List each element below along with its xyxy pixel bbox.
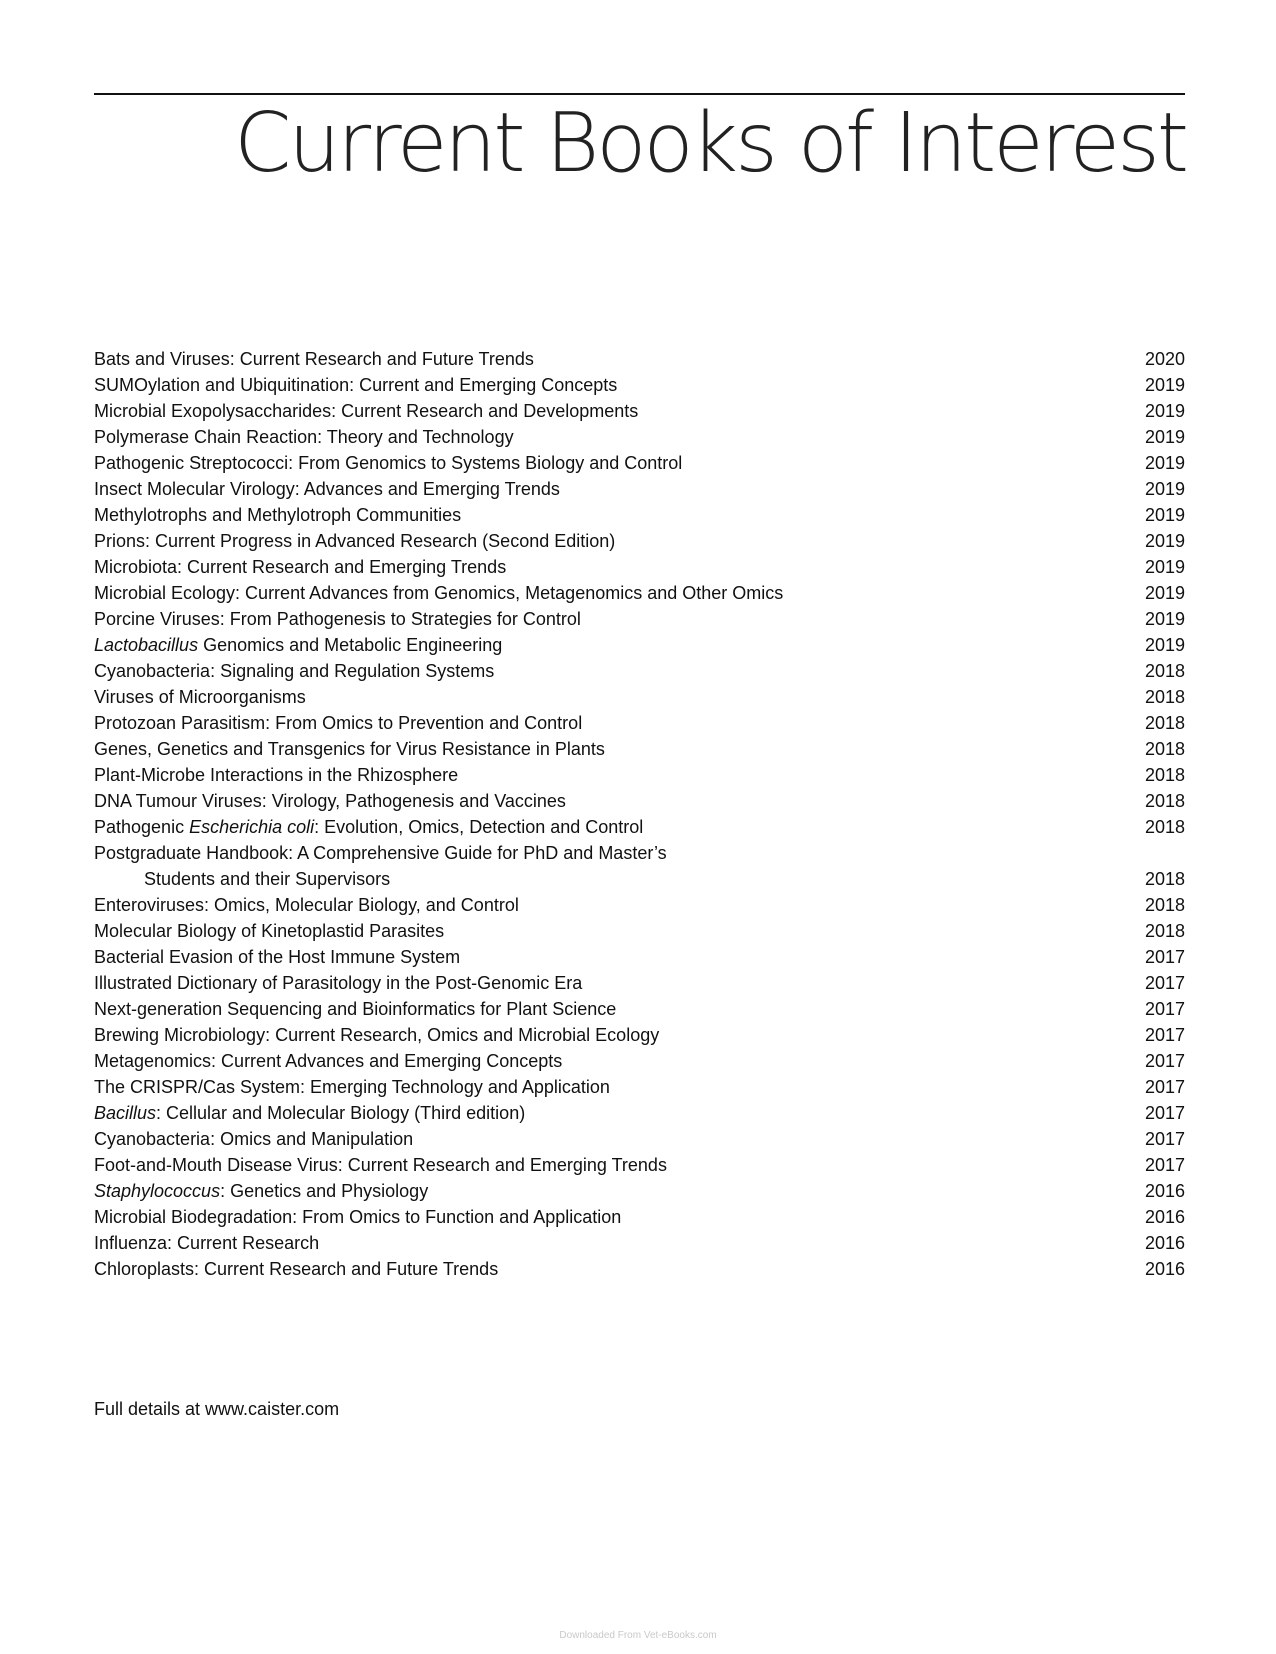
book-row <box>94 502 1185 528</box>
book-year: 2017 <box>1144 973 1185 993</box>
book-title <box>94 632 502 658</box>
book-row <box>94 476 1185 502</box>
book-title-line <box>94 1103 525 1123</box>
book-title-segment: Illustrated Dictionary of Parasitology in the Post-Genomic Era <box>94 973 583 993</box>
book-title <box>94 580 783 606</box>
book-title-line <box>94 1129 413 1149</box>
book-row <box>94 996 1185 1022</box>
book-row <box>94 710 1185 736</box>
book-year: 2017 <box>1144 1025 1185 1045</box>
book-year: 2018 <box>1144 817 1185 837</box>
book-row <box>94 554 1185 580</box>
book-year: 2019 <box>1144 401 1185 421</box>
book-title-segment: Cyanobacteria: Omics and Manipulation <box>94 1129 414 1149</box>
book-title-line <box>94 583 783 603</box>
book-title-segment: Microbiota: Current Research and Emerging Trends <box>94 557 507 577</box>
book-title-line <box>94 817 643 837</box>
book-title-segment: Postgraduate Handbook: A Comprehensive Guide for PhD and Master’s <box>94 843 667 863</box>
book-row <box>94 970 1185 996</box>
book-title-segment: Microbial Exopolysaccharides: Current Research and Developments <box>94 401 639 421</box>
book-year: 2019 <box>1144 557 1185 577</box>
book-title <box>94 398 638 424</box>
book-row <box>94 736 1185 762</box>
book-title-segment: Genes, Genetics and Transgenics for Virus Resistance in Plants <box>94 739 605 759</box>
book-title-italic-segment: Escherichia coli <box>189 817 315 837</box>
book-year: 2016 <box>1144 1233 1185 1253</box>
book-year: 2019 <box>1144 583 1185 603</box>
book-title-line <box>94 349 534 369</box>
book-year: 2018 <box>1144 713 1185 733</box>
book-row <box>94 450 1185 476</box>
watermark-text: Downloaded From Vet-eBooks.com <box>559 1630 717 1641</box>
book-title <box>94 762 458 788</box>
book-title-segment: Bats and Viruses: Current Research and Future Trends <box>94 349 534 369</box>
book-title <box>94 970 582 996</box>
book-year: 2017 <box>1144 1103 1185 1123</box>
book-title-segment: SUMOylation and Ubiquitination: Current and Emerging Concepts <box>94 375 618 395</box>
book-title-segment: Prions: Current Progress in Advanced Research (Second Edition) <box>94 531 616 551</box>
book-year: 2018 <box>1144 739 1185 759</box>
book-row <box>94 346 1185 372</box>
book-row <box>94 944 1185 970</box>
book-title-line <box>94 375 617 395</box>
book-title-italic-segment: Lactobacillus <box>94 635 199 655</box>
book-title <box>94 840 667 892</box>
book-title-continuation: Students and their Supervisors <box>144 869 391 889</box>
book-title-line <box>94 791 566 811</box>
book-row <box>94 918 1185 944</box>
book-title-line <box>94 947 460 967</box>
book-list <box>94 346 1185 1282</box>
book-title-segment: Plant-Microbe Interactions in the Rhizosphere <box>94 765 459 785</box>
book-title <box>94 658 494 684</box>
book-title-segment: Influenza: Current Research <box>94 1233 320 1253</box>
book-year: 2019 <box>1144 479 1185 499</box>
book-row <box>94 788 1185 814</box>
book-title-line <box>94 843 667 863</box>
book-row <box>94 1022 1185 1048</box>
book-row <box>94 632 1185 658</box>
book-title-segment: Pathogenic <box>94 817 190 837</box>
book-year: 2018 <box>1144 791 1185 811</box>
book-year: 2017 <box>1144 1051 1185 1071</box>
book-row <box>94 840 1185 892</box>
book-title-line <box>94 531 615 551</box>
book-title <box>94 476 560 502</box>
book-year: 2018 <box>1144 895 1185 915</box>
book-row <box>94 814 1185 840</box>
book-row <box>94 684 1185 710</box>
book-title-segment: Genomics and Metabolic Engineering <box>198 635 503 655</box>
book-year: 2019 <box>1144 609 1185 629</box>
book-title <box>94 528 615 554</box>
book-year: 2016 <box>1144 1259 1185 1279</box>
book-title <box>94 372 617 398</box>
book-row <box>94 1204 1185 1230</box>
book-title-line <box>94 895 519 915</box>
book-row <box>94 424 1185 450</box>
book-title-segment: Next-generation Sequencing and Bioinformatics for Plant Science <box>94 999 617 1019</box>
book-title-line <box>94 765 458 785</box>
book-title <box>94 814 643 840</box>
book-year: 2018 <box>1144 869 1185 889</box>
book-title-segment: Microbial Biodegradation: From Omics to Function and Application <box>94 1207 622 1227</box>
book-year: 2017 <box>1144 947 1185 967</box>
book-title <box>94 1126 413 1152</box>
book-title-line <box>94 1025 659 1045</box>
book-title <box>94 1256 498 1282</box>
book-title-line <box>94 1181 428 1201</box>
footer-note: Full details at www.caister.com <box>94 1399 340 1419</box>
book-title <box>94 1048 562 1074</box>
book-row <box>94 1100 1185 1126</box>
book-title-line <box>94 1155 667 1175</box>
book-title-italic-segment: Staphylococcus <box>94 1181 221 1201</box>
book-year: 2017 <box>1144 1077 1185 1097</box>
page-title: Current Books of Interest <box>234 96 1186 191</box>
book-title-segment: Metagenomics: Current Advances and Emerging Concepts <box>94 1051 563 1071</box>
book-year: 2020 <box>1144 349 1185 369</box>
book-year: 2019 <box>1144 453 1185 473</box>
book-title-line <box>94 453 682 473</box>
book-year: 2017 <box>1144 1129 1185 1149</box>
book-row <box>94 658 1185 684</box>
book-title-line <box>94 427 514 447</box>
book-row <box>94 398 1185 424</box>
book-title <box>94 996 616 1022</box>
book-row <box>94 1126 1185 1152</box>
book-year: 2019 <box>1144 375 1185 395</box>
book-title <box>94 606 581 632</box>
book-title-line <box>94 557 506 577</box>
book-title-segment: Cyanobacteria: Signaling and Regulation Systems <box>94 661 495 681</box>
book-year: 2017 <box>1144 1155 1185 1175</box>
book-title-line <box>94 713 582 733</box>
book-title-segment: Methylotrophs and Methylotroph Communities <box>94 505 462 525</box>
book-title-segment: Brewing Microbiology: Current Research, Omics and Microbial Ecology <box>94 1025 660 1045</box>
book-title <box>94 1074 610 1100</box>
book-title <box>94 944 460 970</box>
book-title-line <box>94 739 605 759</box>
book-title-segment: Pathogenic Streptococci: From Genomics to Systems Biology and Control <box>94 453 683 473</box>
book-title <box>94 788 566 814</box>
book-row <box>94 1178 1185 1204</box>
book-title <box>94 502 461 528</box>
book-row <box>94 1074 1185 1100</box>
book-row <box>94 1230 1185 1256</box>
book-title-line <box>94 479 560 499</box>
book-title-segment: The CRISPR/Cas System: Emerging Technology and Application <box>94 1077 610 1097</box>
book-title-line <box>94 661 494 681</box>
book-title-segment: Porcine Viruses: From Pathogenesis to Strategies for Control <box>94 609 581 629</box>
book-title <box>94 1100 525 1126</box>
book-row <box>94 1048 1185 1074</box>
book-row <box>94 606 1185 632</box>
book-title-line <box>94 609 581 629</box>
book-title-segment: : Evolution, Omics, Detection and Control <box>314 817 644 837</box>
book-title-line <box>94 921 444 941</box>
book-title-segment: Polymerase Chain Reaction: Theory and Technology <box>94 427 514 447</box>
book-title-segment: : Cellular and Molecular Biology (Third edition) <box>156 1103 526 1123</box>
book-title <box>94 918 444 944</box>
book-title-line <box>94 999 616 1019</box>
book-title <box>94 1022 659 1048</box>
book-title-line <box>94 401 638 421</box>
book-title-segment: Bacterial Evasion of the Host Immune System <box>94 947 461 967</box>
book-title-segment: Viruses of Microorganisms <box>94 687 306 707</box>
book-title-line <box>94 1259 498 1279</box>
book-title-line <box>94 1077 610 1097</box>
book-year: 2016 <box>1144 1207 1185 1227</box>
book-title-line <box>94 1207 621 1227</box>
book-title <box>94 346 534 372</box>
book-year: 2017 <box>1144 999 1185 1019</box>
book-title <box>94 1204 621 1230</box>
book-title-line <box>94 1233 319 1253</box>
book-year: 2019 <box>1144 505 1185 525</box>
book-title-line <box>94 1051 562 1071</box>
book-title <box>94 684 306 710</box>
book-title <box>94 1152 667 1178</box>
book-year: 2019 <box>1144 635 1185 655</box>
book-title-segment: Chloroplasts: Current Research and Future Trends <box>94 1259 499 1279</box>
book-title <box>94 892 519 918</box>
book-row <box>94 372 1185 398</box>
book-row <box>94 528 1185 554</box>
book-year: 2018 <box>1144 661 1185 681</box>
book-year: 2018 <box>1144 765 1185 785</box>
book-title <box>94 554 506 580</box>
book-title-segment: : Genetics and Physiology <box>220 1181 429 1201</box>
book-row <box>94 1152 1185 1178</box>
book-title-segment: Molecular Biology of Kinetoplastid Parasites <box>94 921 445 941</box>
book-title-line <box>94 973 582 993</box>
book-row <box>94 892 1185 918</box>
book-row <box>94 1256 1185 1282</box>
book-title-segment: Enteroviruses: Omics, Molecular Biology, and Control <box>94 895 519 915</box>
book-year: 2018 <box>1144 687 1185 707</box>
book-year: 2019 <box>1144 531 1185 551</box>
book-title <box>94 736 605 762</box>
book-title <box>94 710 582 736</box>
book-title-line <box>94 505 461 525</box>
book-year: 2016 <box>1144 1181 1185 1201</box>
book-title <box>94 1230 319 1256</box>
book-title-line <box>94 687 306 707</box>
book-year: 2019 <box>1144 427 1185 447</box>
book-title <box>94 1178 428 1204</box>
book-title-segment: Insect Molecular Virology: Advances and Emerging Trends <box>94 479 560 499</box>
book-title <box>94 424 514 450</box>
book-title-segment: DNA Tumour Viruses: Virology, Pathogenesis and Vaccines <box>94 791 566 811</box>
book-title-line <box>94 635 502 655</box>
book-row <box>94 762 1185 788</box>
book-year: 2018 <box>1144 921 1185 941</box>
book-title-italic-segment: Bacillus <box>94 1103 157 1123</box>
book-title <box>94 450 682 476</box>
book-title-segment: Foot-and-Mouth Disease Virus: Current Research and Emerging Trends <box>94 1155 667 1175</box>
book-title-segment: Microbial Ecology: Current Advances from Genomics, Metagenomics and Other Omics <box>94 583 784 603</box>
book-row <box>94 580 1185 606</box>
book-title-segment: Protozoan Parasitism: From Omics to Prevention and Control <box>94 713 583 733</box>
header-rule <box>94 93 1185 95</box>
